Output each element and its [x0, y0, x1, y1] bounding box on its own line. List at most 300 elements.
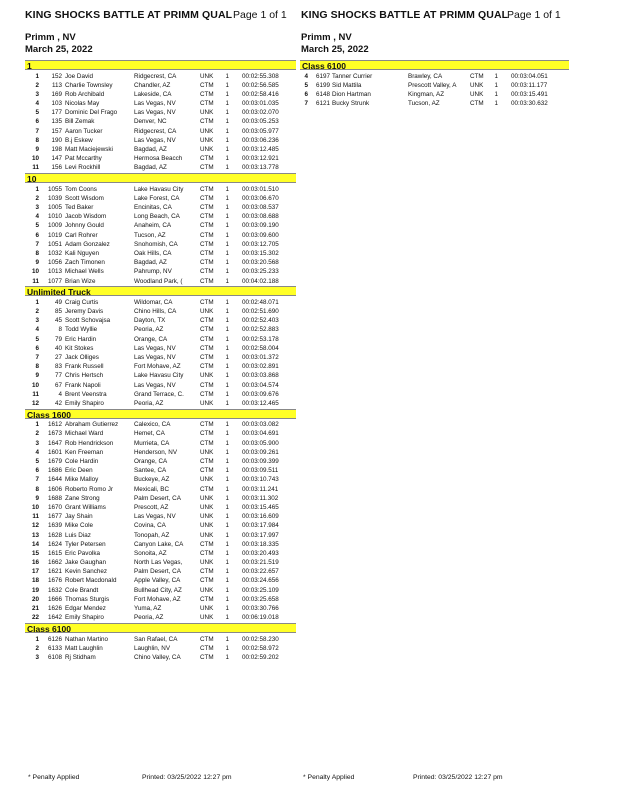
hometown: Chino Valley, CA [134, 654, 181, 662]
race-time: 00:02:58.416 [242, 90, 279, 98]
printed-timestamp-right: Printed: 03/25/2022 12:27 pm [413, 774, 503, 781]
race-time: 00:03:22.657 [242, 568, 279, 576]
license: UNK [200, 586, 214, 594]
hometown: Encinitas, CA [134, 204, 172, 212]
license: UNK [200, 372, 214, 380]
position: 8 [35, 363, 39, 371]
position: 4 [35, 448, 39, 456]
position: 5 [35, 335, 39, 343]
result-row [25, 635, 296, 644]
position: 4 [35, 326, 39, 334]
hometown: Prescott Valley, A [408, 81, 457, 89]
results-table [25, 635, 296, 663]
driver-name: Tyler Petersen [65, 540, 106, 548]
car-number: 1606 [47, 485, 62, 493]
hometown: Santee, CA [134, 467, 167, 475]
license: UNK [200, 513, 214, 521]
hometown: Hermosa Beacch [134, 155, 183, 163]
hometown: San Rafael, CA [134, 635, 178, 643]
result-row [25, 475, 296, 484]
result-row [25, 325, 296, 334]
race-time: 00:03:08.688 [242, 213, 279, 221]
race-time: 00:03:20.568 [242, 259, 279, 267]
laps: 1 [225, 317, 229, 325]
driver-name: Pat Mccarthy [65, 155, 102, 163]
position: 5 [35, 222, 39, 230]
driver-name: Jack Olliges [65, 354, 99, 362]
license: CTM [200, 335, 214, 343]
laps: 1 [225, 194, 229, 202]
hometown: Tucson, AZ [408, 100, 440, 108]
license: CTM [470, 100, 484, 108]
driver-name: Mike Cole [65, 522, 93, 530]
license: UNK [200, 448, 214, 456]
result-row [25, 154, 296, 163]
hometown: Pahrump, NV [134, 268, 172, 276]
hometown: Bullhead City, AZ [134, 586, 182, 594]
result-row [25, 194, 296, 203]
license: CTM [200, 540, 214, 548]
laps: 1 [225, 109, 229, 117]
laps: 1 [225, 614, 229, 622]
race-time: 00:02:52.883 [242, 326, 279, 334]
hometown: Las Vegas, NV [134, 100, 176, 108]
hometown: Ridgecrest, CA [134, 127, 177, 135]
laps: 1 [225, 72, 229, 80]
position: 7 [35, 127, 39, 135]
car-number: 1679 [47, 458, 62, 466]
laps: 1 [225, 127, 229, 135]
driver-name: Roberto Romo Jr [65, 485, 113, 493]
results-table [25, 185, 296, 286]
driver-name: Cole Brandt [65, 586, 99, 594]
laps: 1 [225, 372, 229, 380]
result-row [25, 335, 296, 344]
car-number: 103 [51, 100, 62, 108]
result-row [25, 298, 296, 307]
result-row [25, 429, 296, 438]
laps: 1 [225, 118, 229, 126]
race-time: 00:04:02.188 [242, 277, 279, 285]
car-number: 1662 [47, 559, 62, 567]
license: CTM [200, 439, 214, 447]
race-time: 00:03:01.372 [242, 354, 279, 362]
license: CTM [200, 458, 214, 466]
laps: 1 [225, 204, 229, 212]
license: CTM [200, 222, 214, 230]
laps: 1 [225, 559, 229, 567]
hometown: Peoria, AZ [134, 326, 164, 334]
class-header: 1 [25, 60, 296, 70]
driver-name: Todd Wyllie [65, 326, 98, 334]
result-row [25, 258, 296, 267]
hometown: Snohomish, CA [134, 240, 178, 248]
car-number: 1686 [47, 467, 62, 475]
position: 4 [35, 100, 39, 108]
car-number: 42 [54, 399, 62, 407]
result-row [25, 240, 296, 249]
race-time: 00:03:25.109 [242, 586, 279, 594]
driver-name: Emily Shapiro [65, 399, 104, 407]
car-number: 1010 [47, 213, 62, 221]
laps: 1 [225, 277, 229, 285]
result-row [25, 212, 296, 221]
position: 3 [35, 204, 39, 212]
race-time: 00:03:18.335 [242, 540, 279, 548]
hometown: Sonoita, AZ [134, 549, 167, 557]
driver-name: Dion Hartman [332, 90, 371, 98]
license: CTM [200, 595, 214, 603]
result-row [25, 163, 296, 172]
laps: 1 [225, 164, 229, 172]
result-row [25, 420, 296, 429]
page-indicator-right: Page 1 of 1 [507, 9, 561, 21]
result-row [25, 90, 296, 99]
hometown: Brawley, CA [408, 72, 443, 80]
race-time: 00:03:01.510 [242, 185, 279, 193]
license: CTM [200, 81, 214, 89]
laps: 1 [225, 586, 229, 594]
position: 8 [35, 250, 39, 257]
license: UNK [470, 90, 484, 98]
car-number: 1632 [47, 586, 62, 594]
position: 9 [35, 146, 39, 153]
race-time: 00:02:58.004 [242, 344, 279, 352]
car-number: 198 [51, 146, 62, 153]
position: 5 [35, 458, 39, 466]
results-table [300, 72, 569, 109]
position: 3 [35, 90, 39, 98]
driver-name: Dominic Del Frago [65, 109, 118, 117]
race-time: 00:03:11.177 [511, 81, 548, 89]
laps: 1 [225, 344, 229, 352]
laps: 1 [225, 494, 229, 502]
result-row [25, 576, 296, 585]
car-number: 77 [54, 372, 62, 380]
laps: 1 [225, 654, 229, 662]
license: CTM [200, 155, 214, 163]
position: 6 [304, 90, 308, 98]
race-time: 00:03:24.656 [242, 577, 279, 585]
car-number: 113 [51, 81, 62, 89]
race-time: 00:03:01.035 [242, 100, 279, 108]
driver-name: Grant Williams [65, 503, 106, 511]
result-row [25, 249, 296, 258]
hometown: Long Beach, CA [134, 213, 180, 221]
position: 7 [35, 354, 39, 362]
hometown: Las Vegas, NV [134, 344, 176, 352]
hometown: Prescott, AZ [134, 503, 169, 511]
result-row [25, 267, 296, 276]
result-row [25, 316, 296, 325]
hometown: North Las Vegas, [134, 559, 183, 567]
license: CTM [200, 354, 214, 362]
car-number: 147 [51, 155, 62, 163]
race-time: 00:03:09.399 [242, 458, 279, 466]
race-time: 00:03:20.493 [242, 549, 279, 557]
license: UNK [200, 559, 214, 567]
driver-name: Kali Nguyen [65, 250, 99, 257]
laps: 1 [225, 513, 229, 521]
position: 1 [35, 635, 39, 643]
laps: 1 [225, 231, 229, 239]
car-number: 67 [54, 381, 62, 389]
result-row [25, 371, 296, 380]
license: CTM [200, 213, 214, 221]
car-number: 49 [54, 298, 62, 306]
driver-name: Luis Diaz [65, 531, 91, 539]
car-number: 1670 [47, 503, 62, 511]
laps: 1 [225, 522, 229, 530]
printed-timestamp-left: Printed: 03/25/2022 12:27 pm [142, 774, 232, 781]
car-number: 1626 [47, 605, 62, 613]
result-row [25, 231, 296, 240]
laps: 1 [225, 222, 229, 230]
license: CTM [200, 549, 214, 557]
laps: 1 [225, 577, 229, 585]
position: 2 [35, 430, 39, 438]
car-number: 6148 [315, 90, 330, 98]
result-row [25, 344, 296, 353]
hometown: Peoria, AZ [134, 614, 164, 622]
race-time: 00:03:12.465 [242, 399, 279, 407]
driver-name: Thomas Sturgis [65, 595, 110, 603]
position: 4 [35, 213, 39, 221]
result-row [25, 644, 296, 653]
car-number: 135 [51, 118, 62, 126]
hometown: Hemet, CA [134, 430, 165, 438]
position: 2 [35, 81, 39, 89]
driver-name: Eric Pavolka [65, 549, 100, 557]
race-time: 00:03:12.705 [242, 240, 279, 248]
laps: 1 [225, 390, 229, 398]
car-number: 4 [58, 390, 62, 398]
hometown: Lakeside, CA [134, 90, 172, 98]
license: CTM [200, 185, 214, 193]
license: CTM [470, 72, 484, 80]
race-time: 00:03:21.519 [242, 559, 279, 567]
penalty-note-left: * Penalty Applied [28, 774, 80, 781]
race-time: 00:03:13.778 [242, 164, 279, 172]
laps: 1 [225, 458, 229, 466]
result-row [25, 353, 296, 362]
result-row [25, 277, 296, 286]
hometown: Kingman, AZ [408, 90, 445, 98]
driver-name: Ken Freeman [65, 448, 104, 456]
position: 7 [304, 100, 308, 108]
driver-name: Eric Deen [65, 467, 93, 475]
car-number: 8 [58, 326, 62, 334]
license: UNK [200, 503, 214, 511]
hometown: Fort Mohave, AZ [134, 595, 181, 603]
race-time: 00:03:25.658 [242, 595, 279, 603]
hometown: Las Vegas, NV [134, 354, 176, 362]
hometown: Peoria, AZ [134, 399, 164, 407]
license: CTM [200, 654, 214, 662]
laps: 1 [225, 381, 229, 389]
car-number: 6133 [47, 644, 62, 652]
position: 3 [35, 439, 39, 447]
position: 9 [35, 494, 39, 502]
result-row [25, 390, 296, 399]
car-number: 79 [54, 335, 62, 343]
race-time: 00:03:15.302 [242, 250, 279, 257]
position: 12 [31, 399, 39, 407]
driver-name: Sid Mattila [332, 81, 362, 89]
license: CTM [200, 204, 214, 212]
result-row [25, 653, 296, 662]
hometown: Bagdad, AZ [134, 259, 167, 267]
car-number: 1673 [47, 430, 62, 438]
hometown: Palm Desert, CA [134, 494, 181, 502]
race-time: 00:03:03.868 [242, 372, 279, 380]
car-number: 1621 [47, 568, 62, 576]
position: 9 [35, 372, 39, 380]
results-table [25, 420, 296, 622]
hometown: Bagdad, AZ [134, 164, 167, 172]
driver-name: Scott Wisdom [65, 194, 104, 202]
race-time: 00:02:56.585 [242, 81, 279, 89]
result-row [25, 604, 296, 613]
laps: 1 [494, 100, 498, 108]
position: 9 [35, 259, 39, 267]
driver-name: Jay Shain [65, 513, 93, 521]
laps: 1 [225, 476, 229, 484]
position: 2 [35, 308, 39, 316]
car-number: 177 [51, 109, 62, 117]
license: CTM [200, 644, 214, 652]
race-time: 00:03:02.070 [242, 109, 279, 117]
result-row [25, 99, 296, 108]
license: CTM [200, 568, 214, 576]
race-time: 00:02:59.202 [242, 654, 279, 662]
driver-name: Rob Archibald [65, 90, 105, 98]
result-row [25, 307, 296, 316]
driver-name: Nathan Martino [65, 635, 109, 643]
driver-name: Tanner Currier [332, 72, 373, 80]
hometown: Lake Havasu City [134, 372, 184, 380]
car-number: 190 [51, 136, 62, 144]
driver-name: Rob Hendrickson [65, 439, 114, 447]
laps: 1 [225, 308, 229, 316]
car-number: 45 [54, 317, 62, 325]
class-header: 10 [25, 173, 296, 183]
driver-name: Zach Timonen [65, 259, 105, 267]
laps: 1 [225, 531, 229, 539]
driver-name: Bill Zemak [65, 118, 95, 126]
laps: 1 [494, 90, 498, 98]
license: UNK [200, 136, 214, 144]
hometown: Calexico, CA [134, 421, 171, 429]
race-time: 00:03:09.600 [242, 231, 279, 239]
car-number: 6199 [315, 81, 330, 89]
position: 2 [35, 644, 39, 652]
position: 14 [31, 540, 39, 548]
hometown: Tonopah, AZ [134, 531, 170, 539]
laps: 1 [225, 430, 229, 438]
race-time: 00:03:06.670 [242, 194, 279, 202]
position: 21 [31, 605, 39, 613]
result-row [300, 99, 569, 108]
car-number: 1615 [47, 549, 62, 557]
result-row [25, 567, 296, 576]
hometown: Covina, CA [134, 522, 166, 530]
driver-name: Brent Veenstra [65, 390, 107, 398]
car-number: 169 [51, 90, 62, 98]
position: 1 [35, 72, 39, 80]
race-time: 00:03:17.997 [242, 531, 279, 539]
license: UNK [200, 399, 214, 407]
race-time: 00:03:15.465 [242, 503, 279, 511]
hometown: Grand Terrace, C. [134, 390, 184, 398]
position: 1 [35, 185, 39, 193]
driver-name: Nicolas May [65, 100, 100, 108]
race-time: 00:03:05.253 [242, 118, 279, 126]
class-header: Unlimited Truck [25, 286, 296, 296]
race-time: 00:03:11.302 [242, 494, 279, 502]
driver-name: Johnny Gould [65, 222, 104, 230]
hometown: Oak Hills, CA [134, 250, 172, 257]
hometown: Denver, NC [134, 118, 167, 126]
result-row [25, 203, 296, 212]
license: CTM [200, 90, 214, 98]
race-time: 00:03:09.511 [242, 467, 279, 475]
result-row [25, 399, 296, 408]
hometown: Chino Hills, CA [134, 308, 177, 316]
laps: 1 [225, 326, 229, 334]
license: CTM [200, 194, 214, 202]
laps: 1 [494, 81, 498, 89]
driver-name: Jeremy Davis [65, 308, 104, 316]
laps: 1 [494, 72, 498, 80]
license: CTM [200, 421, 214, 429]
car-number: 83 [54, 363, 62, 371]
car-number: 1005 [47, 204, 62, 212]
driver-name: Michael Ward [65, 430, 104, 438]
license: CTM [200, 231, 214, 239]
race-time: 00:03:30.766 [242, 605, 279, 613]
driver-name: Kit Stokes [65, 344, 94, 352]
license: CTM [200, 430, 214, 438]
laps: 1 [225, 136, 229, 144]
license: CTM [200, 485, 214, 493]
results-table [25, 298, 296, 408]
car-number: 157 [51, 127, 62, 135]
license: UNK [200, 72, 214, 80]
car-number: 6121 [315, 100, 330, 108]
car-number: 1032 [47, 250, 62, 257]
car-number: 1077 [47, 277, 62, 285]
result-row [25, 439, 296, 448]
license: CTM [200, 390, 214, 398]
car-number: 1056 [47, 259, 62, 267]
position: 1 [35, 421, 39, 429]
driver-name: Jake Gaughan [65, 559, 106, 567]
class-header: Class 1600 [25, 409, 296, 419]
laps: 1 [225, 335, 229, 343]
result-row [25, 521, 296, 530]
position: 20 [31, 595, 39, 603]
result-row [300, 81, 569, 90]
race-time: 00:03:11.241 [242, 485, 279, 493]
hometown: Lake Havasu City [134, 185, 184, 193]
hometown: Apple Valley, CA [134, 577, 181, 585]
hometown: Woodland Park, ( [134, 277, 183, 285]
driver-name: Cole Hardin [65, 458, 99, 466]
position: 2 [35, 194, 39, 202]
car-number: 1601 [47, 448, 62, 456]
car-number: 1009 [47, 222, 62, 230]
